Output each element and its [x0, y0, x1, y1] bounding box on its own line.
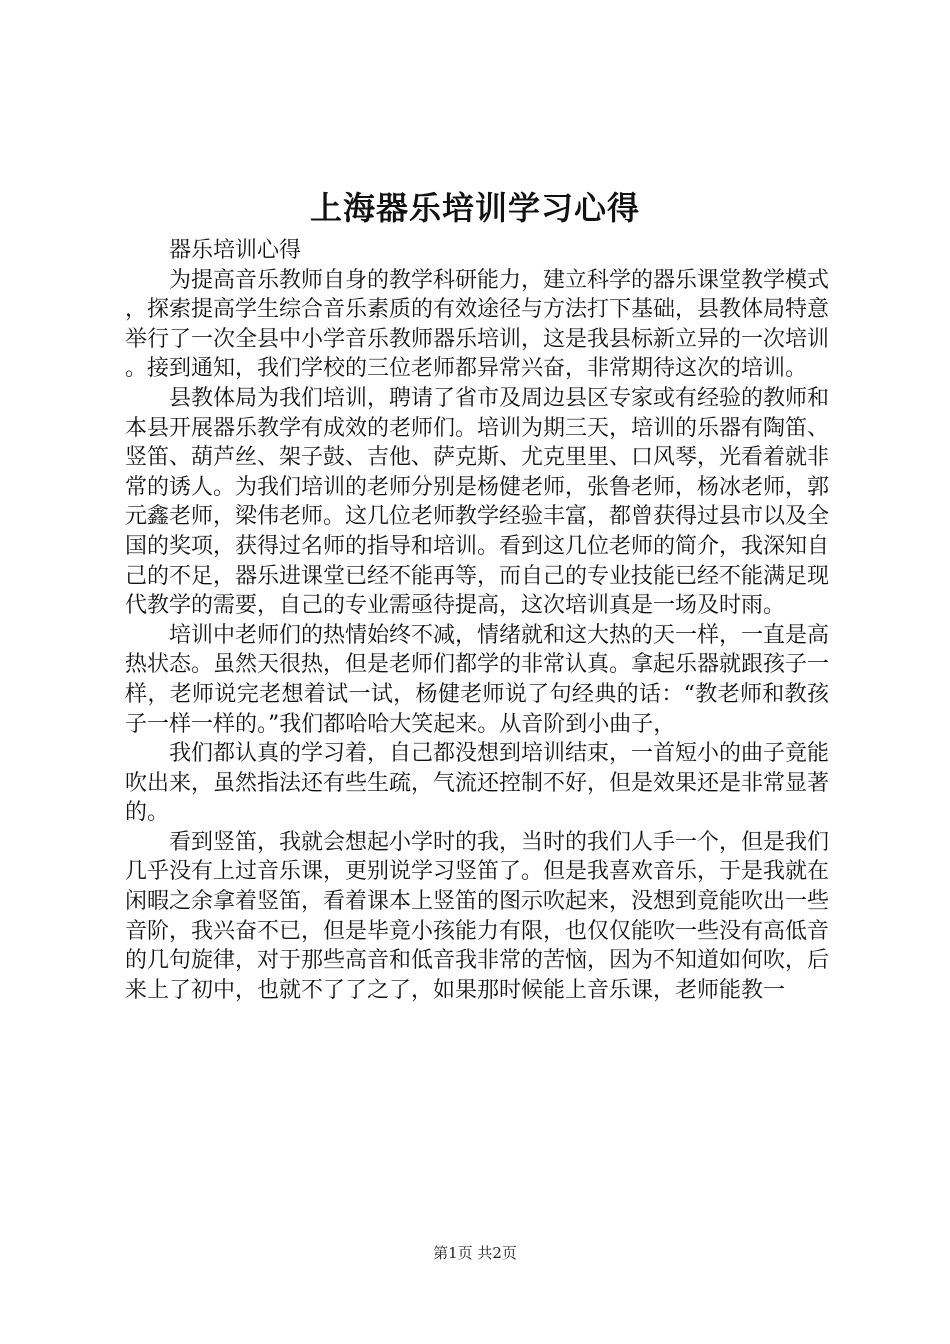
paragraph-subtitle: 器乐培训心得 [169, 238, 302, 263]
page-number-footer: 第1页 共2页 [433, 1244, 517, 1262]
paragraph-intro: 为提高音乐教师自身的教学科研能力，建立科学的器乐课堂教学模式，探索提高学生综合音乐素质的有效途径与方法打下基础，县教体局特意举行了一次全县中小学音乐教师器乐培训，这是我县标新立异的一次培训。接到通知，我们学校的三位老师都异常兴奋，非常期待这次的培训。 [125, 267, 830, 382]
paragraph-trainers: 县教体局为我们培训，聘请了省市及周边县区专家或有经验的教师和本县开展器乐教学有成效的老师们。培训为期三天，培训的乐器有陶笛、竖笛、葫芦丝、架子鼓、吉他、萨克斯、尤克里里、口风琴，光看着就非常的诱人。为我们培训的老师分别是杨健老师，张鲁老师，杨冰老师，郭元鑫老师，梁伟老师。这几位老师教学经验丰富，都曾获得过县市以及全国的奖项，获得过名师的指导和培训。看到这几位老师的简介，我深知自己的不足，器乐进课堂已经不能再等，而自己的专业技能已经不能满足现代教学的需要，自己的专业需亟待提高，这次培训真是一场及时雨。 [125, 385, 830, 619]
paragraph-results: 我们都认真的学习着，自己都没想到培训结束，一首短小的曲子竟能吹出来，虽然指法还有些生疏，气流还控制不好，但是效果还是非常显著的。 [125, 741, 830, 826]
paragraph-enthusiasm: 培训中老师们的热情始终不减，情绪就和这大热的天一样，一直是高热状态。虽然天很热，但是老师们都学的非常认真。拿起乐器就跟孩子一样，老师说完老想着试一试，杨健老师说了句经典的话：“教老师和教孩子一样一样的。”我们都哈哈大笑起来。从音阶到小曲子， [125, 622, 830, 737]
paragraph-memory: 看到竖笛，我就会想起小学时的我，当时的我们人手一个，但是我们几乎没有上过音乐课，更别说学习竖笛了。但是我喜欢音乐，于是我就在闲暇之余拿着竖笛，看着课本上竖笛的图示吹起来，没想到竟能吹出一些音阶，我兴奋不已，但是毕竟小孩能力有限，也仅仅能吹一些没有高低音的几句旋律，对于那些高音和低音我非常的苦恼，因为不知道如何吹，后来上了初中，也就不了了之了，如果那时候能上音乐课，老师能教一 [125, 829, 830, 1003]
document-body [125, 236, 829, 1005]
document-title: 上海器乐培训学习心得 [309, 189, 640, 227]
